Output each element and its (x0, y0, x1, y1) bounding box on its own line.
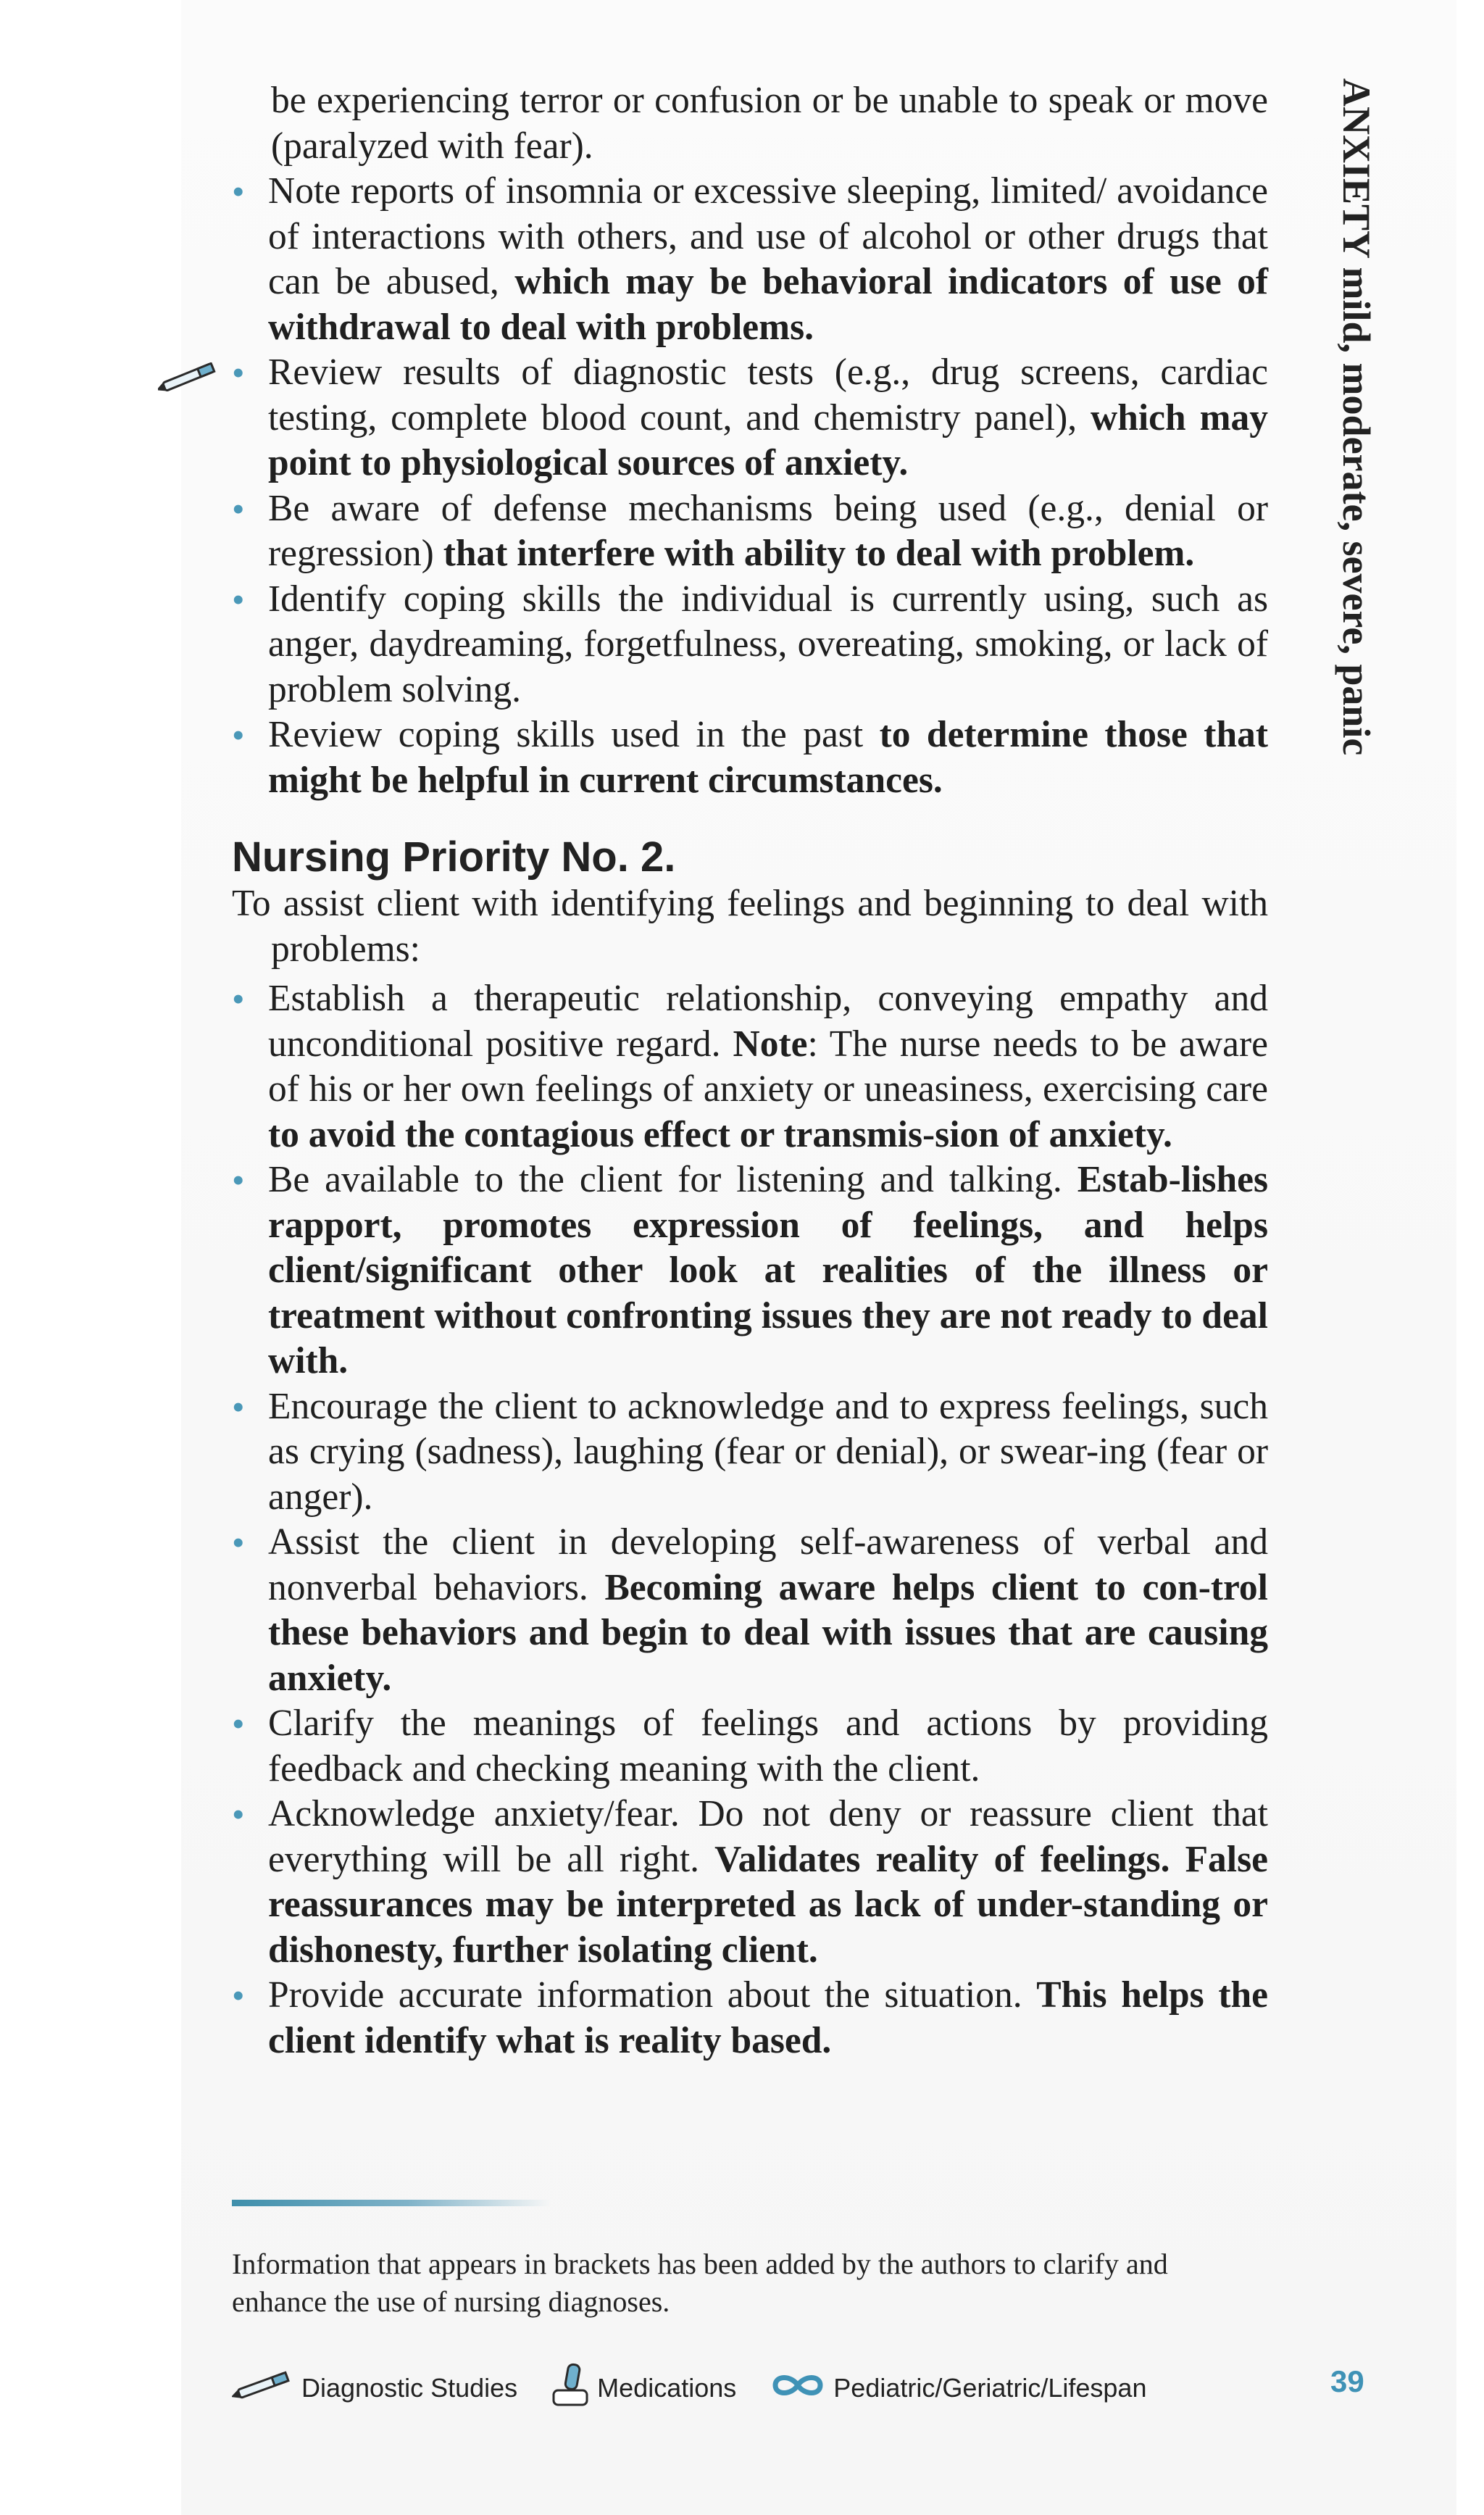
legend-label: Pediatric/Geriatric/Lifespan (833, 2373, 1147, 2403)
list-item: • Review coping skills used in the past to determine those that might be helpful in current circumstances. (232, 712, 1268, 803)
list-item: • Review results of diagnostic tests (e.g., drug screens, cardiac testing, complete blood count, and chemistry panel), which may point to physiological sources of anxiety. (232, 350, 1268, 486)
legend-item-lifespan (770, 2371, 1146, 2406)
list-item: • Clarify the meanings of feelings and actions by providing feedback and checking meaning with the client. (232, 1701, 1268, 1792)
priority1-list (232, 169, 1268, 803)
running-head-text: ANXIETY mild, moderate, severe, panic (1335, 78, 1378, 756)
list-item: • Be aware of defense mechanisms being used (e.g., denial or regression) that interfere with ability to deal with problem. (232, 486, 1268, 577)
list-item: • Establish a therapeutic relationship, conveying empathy and unconditional positive regard. Note: The nurse needs to be aware of his or her own feelings of anxiety or uneasiness, exercising care to avoid the contagious effect or transmis-sion of anxiety. (232, 976, 1268, 1157)
legend-label: Medications (597, 2373, 737, 2403)
legend-item-medications (551, 2361, 736, 2416)
legend-label: Diagnostic Studies (301, 2373, 518, 2403)
list-item: • Assist the client in developing self-awareness of verbal and nonverbal behaviors. Becoming aware helps client to con-trol these behaviors and begin to deal with issues that are causing anxiety. (232, 1520, 1268, 1701)
page-content (232, 78, 1268, 2063)
list-item: • Provide accurate information about the situation. This helps the client identify what is reality based. (232, 1973, 1268, 2063)
list-item: • Be available to the client for listening and talking. Estab-lishes rapport, promotes expression of feelings, and helps client/significant other look at realities of the illness or treatment without confronting issues they are not ready to deal with. (232, 1157, 1268, 1384)
icon-legend (232, 2359, 1180, 2417)
pencil-icon (158, 362, 220, 395)
pencil-icon (232, 2369, 294, 2408)
page-number: 39 (1330, 2364, 1364, 2398)
list-item: • Identify coping skills the individual is currently using, such as anger, daydreaming, forgetfulness, overeating, smoking, or lack of problem solving. (232, 577, 1268, 713)
running-head (1335, 78, 1378, 803)
section-intro: To assist client with identifying feelings and beginning to deal with problems: (232, 883, 1268, 970)
legend-item-diagnostic (232, 2369, 517, 2408)
infinity-icon (770, 2371, 826, 2406)
list-item: • Acknowledge anxiety/fear. Do not deny or reassure client that everything will be all right. Validates reality of feelings. False reassurances may be interpreted as lack of under-standing or dishonesty, further isolating client. (232, 1792, 1268, 1973)
section-heading: Nursing Priority No. 2. (232, 834, 676, 881)
list-item: • Encourage the client to acknowledge and to express feelings, such as crying (sadness), laughing (fear or denial), or swear-ing (fear or anger). (232, 1384, 1268, 1521)
footnote: Information that appears in brackets has been added by the authors to clarify and enhance the use of nursing diagnoses. (232, 2248, 1168, 2318)
list-item: • Note reports of insomnia or excessive sleeping, limited/ avoidance of interactions with others, and use of alcohol or other drugs that can be abused, which may be behavioral indicators of use of withdrawal to deal with problems. (232, 169, 1268, 350)
continuation-text: be experiencing terror or confusion or be unable to speak or move (paralyzed with fear). (271, 80, 1268, 167)
priority2-list (232, 976, 1268, 2063)
pill-bottle-icon (551, 2361, 590, 2416)
footnote-divider (232, 2200, 551, 2206)
